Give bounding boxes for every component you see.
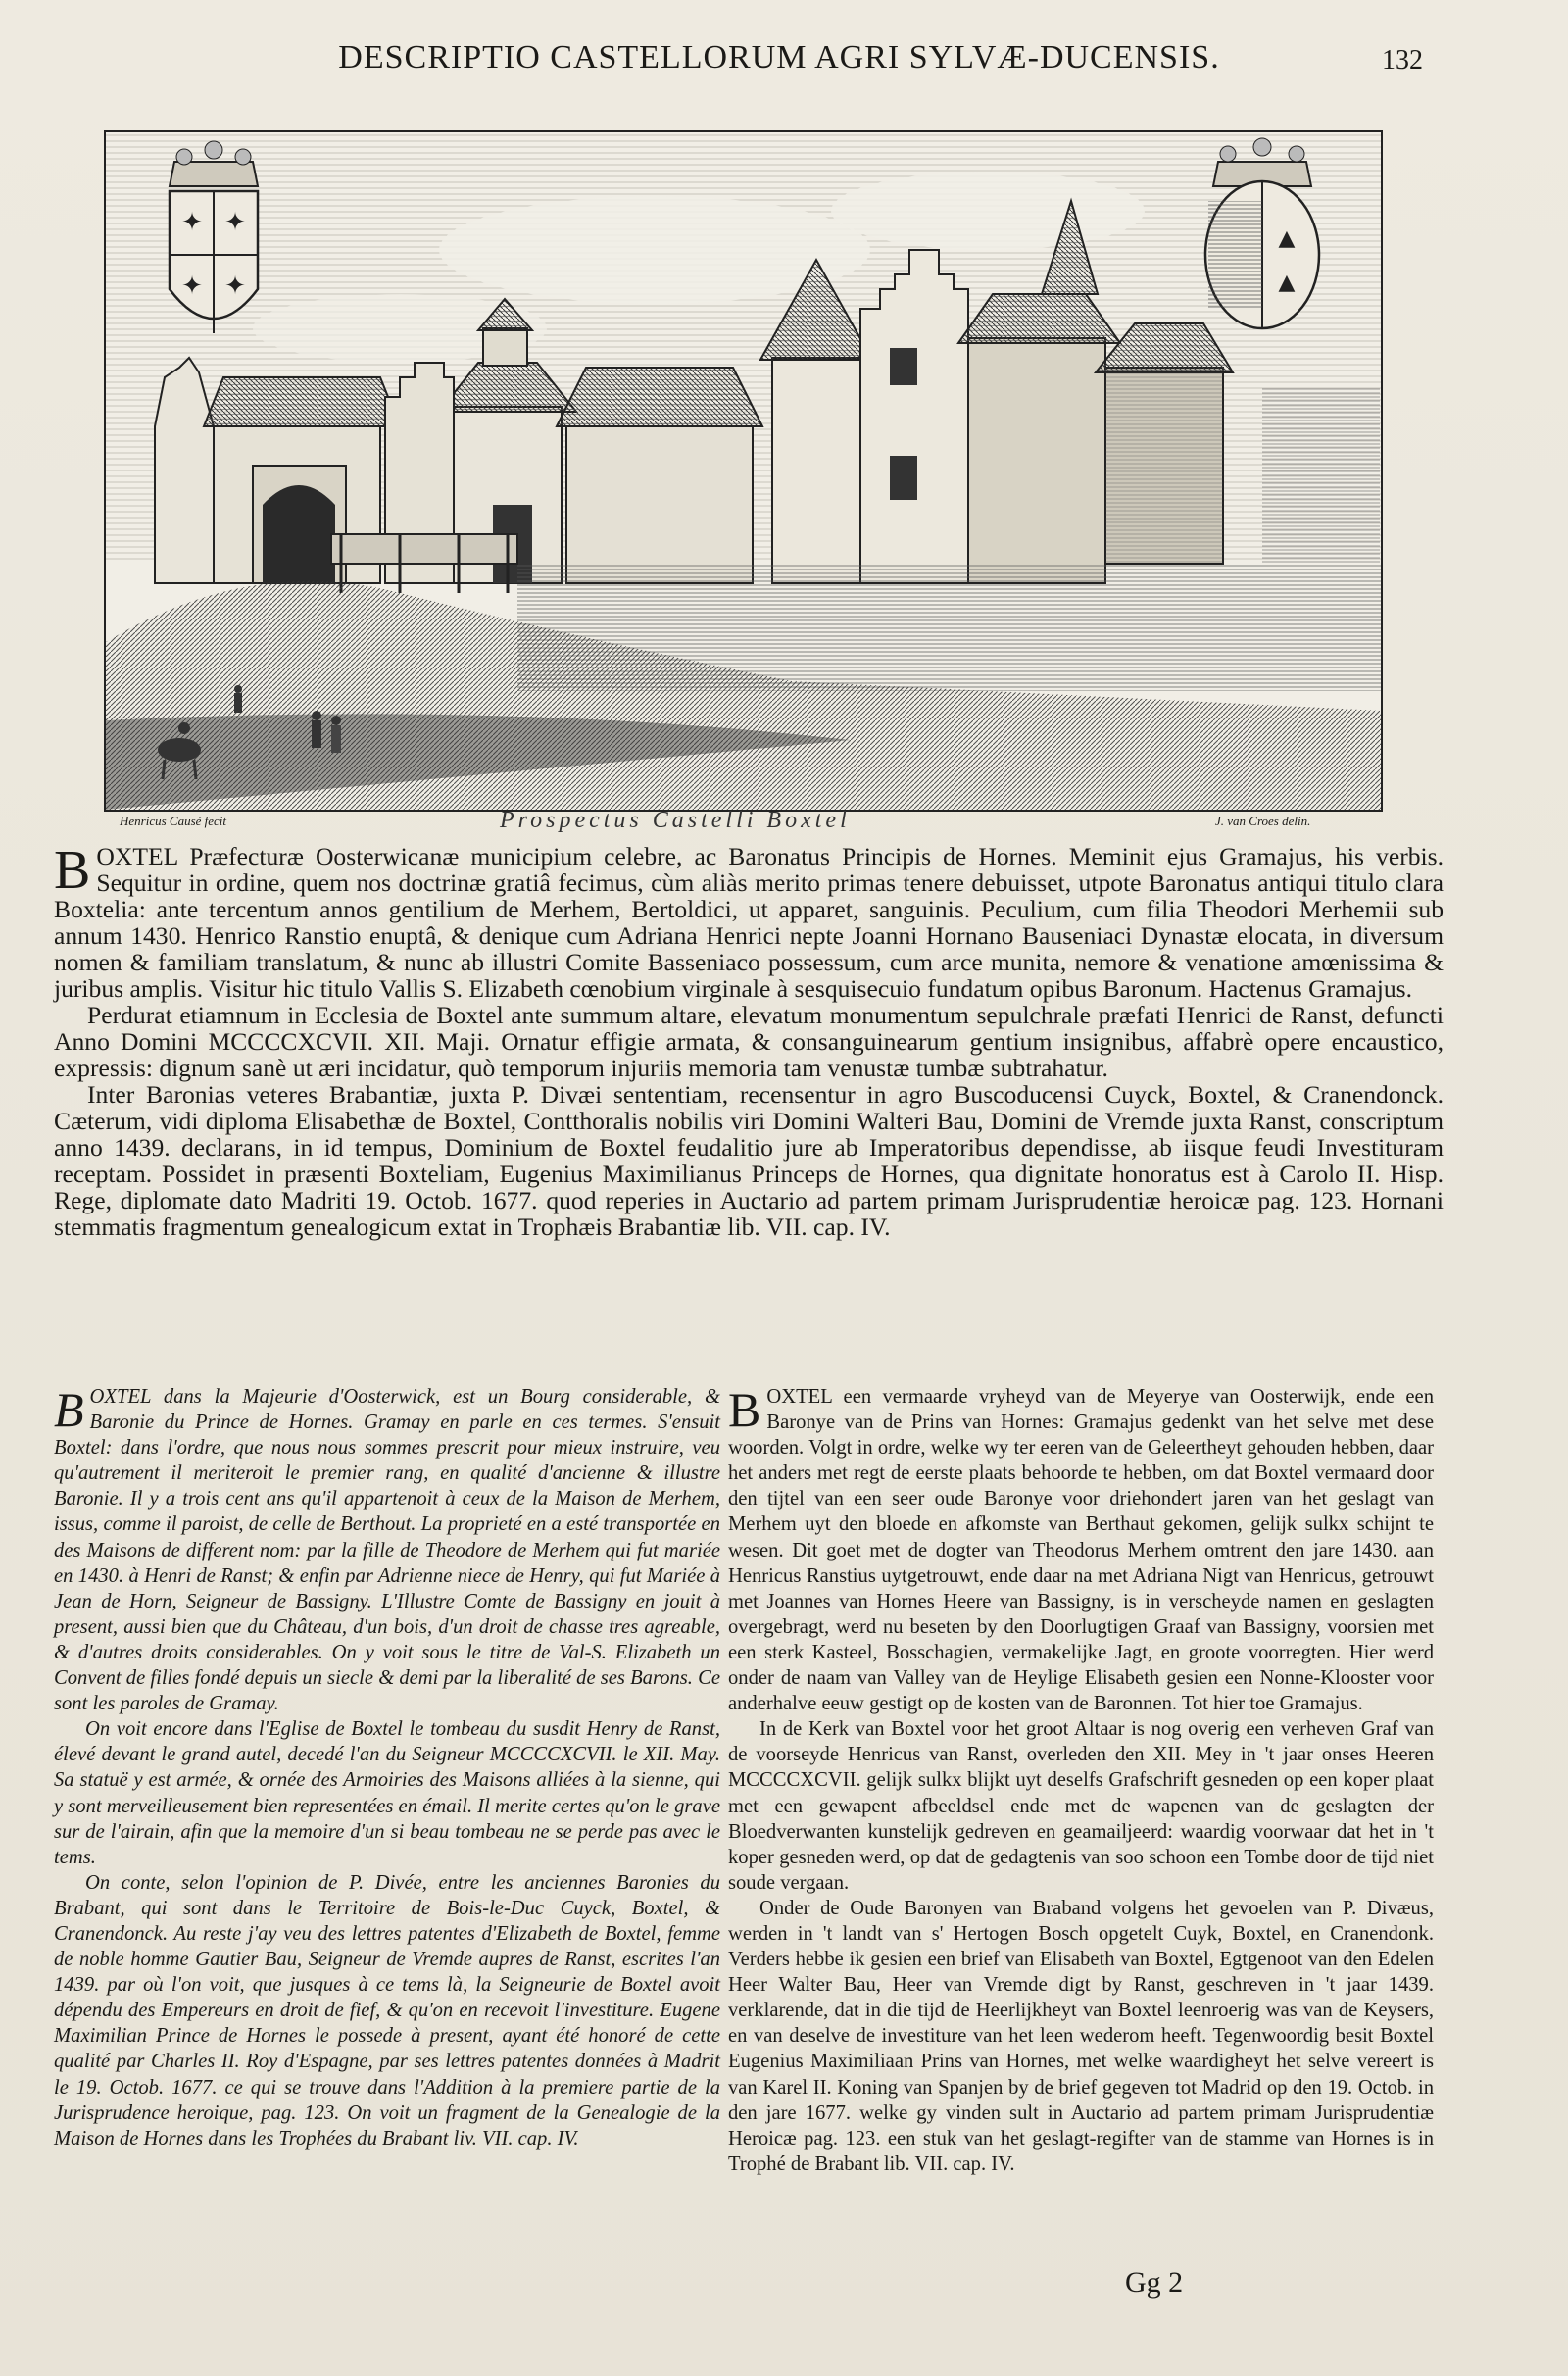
french-paragraph: BOXTEL dans la Majeurie d'Oosterwick, est un Bourg considerable, & Baronie du Prince de Hornes. Gramay en parle en ces termes. S'ensuit Boxtel: dans l'ordre, que nous nous sommes prescrit pour mieux instruire, veu qu'autrement il meriteroit le premier rang, en qualité d'ancienne & illustre Baronie. Il y a trois cent ans qu'il appartenoit à ceux de la Maison de Merhem, issus, comme il paroist, de celle de Berthout. La proprieté en a esté transportée en des Maisons de different nom: par la fille de Theodore de Merhem qui fut mariée en 1430. à Henri de Ranst; & enfin par Adrienne niece de Henry, qui fut Mariée à Jean de Horn, Seigneur de Bassigny. L'Illustre Comte de Bassigny en jouit à present, aussi bien que du Château, d'un bois, d'un droit de chasse tres agreable, & d'autres droits considerables. On y voit sous le titre de Val-S. Elizabeth un Convent de filles fondé depuis un siecle & demi par la liberalité de ses Barons. Ce sont les paroles de Gramay. <box>54 1382 720 1715</box>
french-paragraph: On voit encore dans l'Eglise de Boxtel le tombeau du susdit Henry de Ranst, élevé devant le grand autel, decedé l'an du Seigneur MCCCCXCVII. le XII. May. Sa statuë y est armée, & ornée des Armoiries des Maisons alliées à la sienne, qui y sont merveilleusement bien representées en émail. Il merite certes qu'on le grave sur de l'airain, afin que la memoire d'un si beau tombeau ne se perde pas avec le tems. <box>54 1718 720 1868</box>
castle-illustration <box>106 132 1381 810</box>
page-header-title: DESCRIPTIO CASTELLORUM AGRI SYLVÆ-DUCENSIS. <box>338 39 1220 75</box>
svg-text:▲: ▲ <box>1278 271 1296 295</box>
svg-text:✦: ✦ <box>224 208 246 237</box>
page-number: 132 <box>1382 45 1423 75</box>
left-coat-of-arms <box>170 141 258 333</box>
latin-paragraph: BOXTEL Præfecturæ Oosterwicanæ municipium celebre, ac Baronatus Principis de Hornes. Meminit ejus Gramajus, his verbis. Sequitur in ordine, quem nos doctrinæ gratiâ fecimus, cùm aliàs merito primas tenere debuisset, utpote Baronatus antiqui titulo clara Boxtelia: ante tercentum annos gentilium de Merhem, Bertoldici, ut apparet, sanguinis. Peculium, cum filia Theodori Merhemii sub annum 1430. Henrico Ranstio enuptâ, & denique cum Adriana Henrici nepte Joanni Hornano Bauseniaci Dynastæ elocata, in diversum nomen & familiam translatum, & nunc ab illustri Comite Basseniaco possessum, cum arce munita, nemore & venatione amœnissima & juribus amplis. Visitur hic titulo Vallis S. Elizabeth cœnobium virginale à sesquisecuio fundatum opibus Baronum. Hactenus Gramajus. <box>54 840 1444 1003</box>
svg-text:▲: ▲ <box>1278 226 1296 251</box>
latin-text-block <box>54 840 1444 1241</box>
engraver-credit: Henricus Causé fecit <box>120 814 227 828</box>
dutch-paragraph: Onder de Oude Baronyen van Braband volgens het gevoelen van P. Divæus, werden in 't landt van s' Hertogen Bosch opgetelt Cuyk, Boxtel, en Cranendonk. Verders hebbe ik gesien een brief van Elisabeth van Boxtel, Egtgenoot van den Edelen Heer Walter Bau, Heer van Vremde digt by Ranst, geschreven in 't jaar 1439. verklarende, dat in die tijd de Heerlijkheyt van Boxtel leenroerig was van de Keysers, en van deselve de investiture van het leen wederom heeft. Tegenwoordig besit Boxtel Eugenius Maximiliaan Prins van Hornes, met welke waardigheyt het selve vereert is van Karel II. Koning van Spanjen by de brief gegeven tot Madrid op den 19. Octob. in den jare 1677. welke gy vinden sult in Auctario ad partem primam Jurisprudentiæ Heroicæ pag. 123. een stuk van het geslagt-regifter van de stamme van Hornes is in Trophé de Brabant lib. VII. cap. IV. <box>728 1897 1434 2175</box>
latin-paragraph: Inter Baronias veteres Brabantiæ, juxta P. Divæi sententiam, recensentur in agro Buscoducensi Cuyck, Boxtel, & Cranendonck. Cæterum, vidi diploma Elisabethæ de Boxtel, Contthoralis nobilis viri Domini Walteri Bau, Domini de Vremde juxta Ranst, conscriptum anno 1439. declarans, in id tempus, Dominium de Boxtel feudalitio jure ab Imperatoribus dependisse, ab iisque feudi Investituram receptam. Possidet in præsenti Boxteliam, Eugenius Maximilianus Princeps de Hornes, qua dignitate honoratus est à Carolo II. Hisp. Rege, diplomate dato Madriti 19. Octob. 1677. quod reperies in Auctario ad partem primam Jurisprudentiæ heroicæ pag. 123. Hornani stemmatis fragmentum genealogicum extat in Trophæis Brabantiæ lib. VII. cap. IV. <box>54 1080 1444 1241</box>
french-dropcap: B <box>54 1382 84 1437</box>
svg-text:✦: ✦ <box>224 272 246 301</box>
latin-dropcap: B <box>54 840 91 901</box>
engraving-caption: Prospectus Castelli Boxtel <box>500 808 851 833</box>
castle-engraving <box>104 130 1383 812</box>
svg-text:✦: ✦ <box>181 272 203 301</box>
french-column <box>54 1384 720 2152</box>
svg-text:✦: ✦ <box>181 208 203 237</box>
dutch-column <box>728 1384 1434 2177</box>
french-paragraph: On conte, selon l'opinion de P. Divée, entre les anciennes Baronies du Brabant, qui sont dans le Territoire de Bois-le-Duc Cuyck, Boxtel, & Cranendonck. Au reste j'ay veu des lettres patentes d'Elizabeth de Boxtel, femme de noble homme Gautier Bau, Seigneur de Vremde aupres de Ranst, escrites l'an 1439. par où l'on voit, que jusques à ce tems là, la Seigneurie de Boxtel avoit dépendu des Empereurs en droit de fief, & qu'on en recevoit l'investiture. Eugene Maximilian Prince de Hornes le possede à present, ayant été honoré de cette qualité par Charles II. Roy d'Espagne, par ses lettres patentes données à Madrit le 19. Octob. 1677. ce qui se trouve dans l'Addition à la premiere partie de la Jurisprudence heroique, pag. 123. On voit un fragment de la Genealogie de la Maison de Hornes dans les Trophées du Brabant liv. VII. cap. IV. <box>54 1871 720 2150</box>
draughtsman-credit: J. van Croes delin. <box>1215 814 1311 828</box>
dutch-paragraph: In de Kerk van Boxtel voor het groot Altaar is nog overig een verheven Graf van de voorseyde Henricus van Ranst, overleden den XII. Mey in 't jaar onses Heeren MCCCCXCVII. gelijk sulkx blijkt uyt deselfs Grafschrift gesneden op een koper plaat met een gewapent afbeeldsel ende met de wapenen van de geslagten der Bloedverwanten kunstelijk gedreven en geamailjeerd: waardig voorwaar dat het in 't koper gesneden werd, op dat de gedagtenis van soo schoon een Tombe door de tijd niet soude vergaan. <box>728 1718 1434 1894</box>
signature-mark: Gg 2 <box>1125 2266 1184 2299</box>
dutch-dropcap: B <box>728 1382 761 1437</box>
latin-paragraph: Perdurat etiamnum in Ecclesia de Boxtel ante summum altare, elevatum monumentum sepulchrale præfati Henrici de Ranst, defuncti Anno Domini MCCCCXCVII. XII. Maji. Ornatur effigie armata, & consanguinearum gentium insignibus, affabrè opere encaustico, expressis: dignum sanè ut æri incidatur, quò temporum injuriis memoria tam venustæ tumbæ subtrahatur. <box>54 1001 1444 1082</box>
dutch-paragraph: BOXTEL een vermaarde vryheyd van de Meyerye van Oosterwijk, ende een Baronye van de Prins van Hornes: Gramajus gedenkt van het selve met dese woorden. Volgt in ordre, welke wy ter eeren van de Geleertheyt gehouden hebben, daar het anders met regt de eerste plaats behoorde te hebben, om dat Boxtel vermaard door den tijtel van een seer oude Baronye voor driehondert jaren van het geslagt van Merhem uyt den bloede en afkomste van Berthaut gekomen, gelijk sulkx schijnt te wesen. Dit goet met de dogter van Theodorus Merhem omtrent den jare 1430. aan Henricus Ranstius uytgetrouwt, ende daar na met Adriana Nigt van Henricus, getrouwt met Joannes van Hornes Heere van Bassigny, is in verscheyde namen en geslagten overgebragt, werd nu beseten by den Doorlugtigen Graaf van Bassigny, voorsien met een sterk Kasteel, Bosschagien, vermakelijke Jagt, en groote voorregten. Hier werd onder de naam van Valley van de Heylige Elisabeth gesien een Nonne-Klooster voor anderhalve eeuw gestigt op de kosten van de Baronnen. Tot hier toe Gramajus. <box>728 1382 1434 1715</box>
right-coat-of-arms <box>1205 138 1319 328</box>
